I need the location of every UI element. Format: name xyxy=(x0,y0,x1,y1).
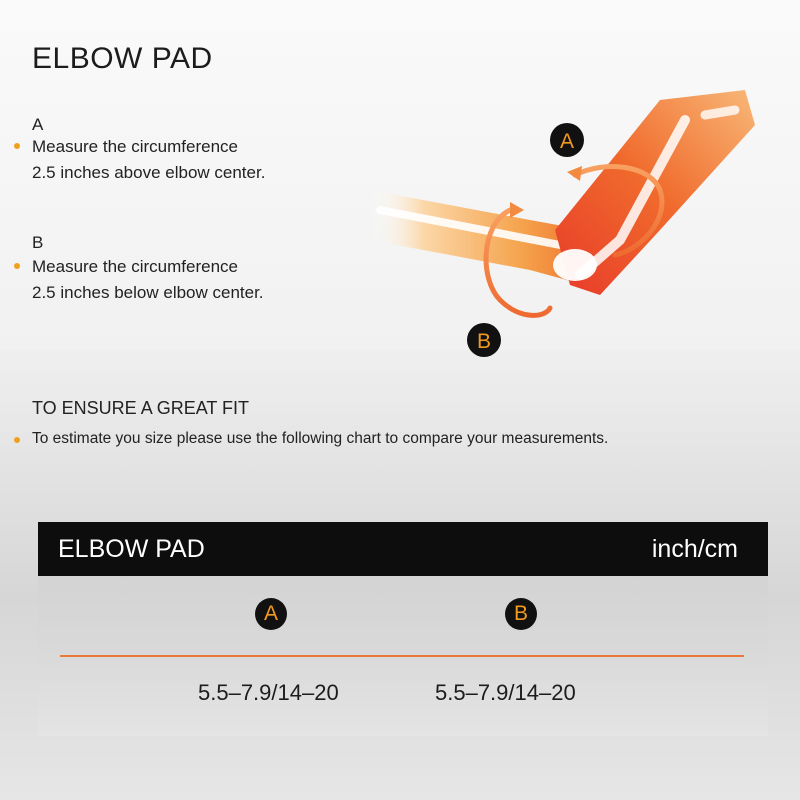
measure-b-letter: B xyxy=(32,233,44,252)
bullet-icon xyxy=(14,143,20,149)
bullet-icon xyxy=(14,263,20,269)
column-a-badge: A xyxy=(255,598,287,630)
measure-a-line2: 2.5 inches above elbow center. xyxy=(32,163,266,182)
measure-b-line2: 2.5 inches below elbow center. xyxy=(32,283,264,302)
measure-a-letter: A xyxy=(32,115,44,134)
arm-elbow-illustration xyxy=(360,80,790,370)
measure-b-line1: Measure the circumference xyxy=(32,257,238,276)
page-title: ELBOW PAD xyxy=(32,42,213,75)
fit-title: TO ENSURE A GREAT FIT xyxy=(32,398,250,418)
badge-a-icon xyxy=(550,123,584,157)
size-chart-header xyxy=(38,522,768,576)
bullet-icon xyxy=(14,437,20,443)
badge-b-icon xyxy=(467,323,501,357)
fit-text: To estimate you size please use the following chart to compare your measurements. xyxy=(32,430,609,447)
size-chart-title: ELBOW PAD xyxy=(58,535,205,563)
measure-a-line1: Measure the circumference xyxy=(32,137,238,156)
badge-a-label: A xyxy=(559,130,575,153)
badge-b-label: B xyxy=(476,330,492,353)
column-a-value: 5.5–7.9/14–20 xyxy=(198,680,339,705)
chart-divider xyxy=(60,655,744,657)
column-b-value: 5.5–7.9/14–20 xyxy=(435,680,576,705)
size-chart xyxy=(38,522,768,736)
column-b-badge: B xyxy=(505,598,537,630)
size-chart-unit: inch/cm xyxy=(651,535,738,563)
